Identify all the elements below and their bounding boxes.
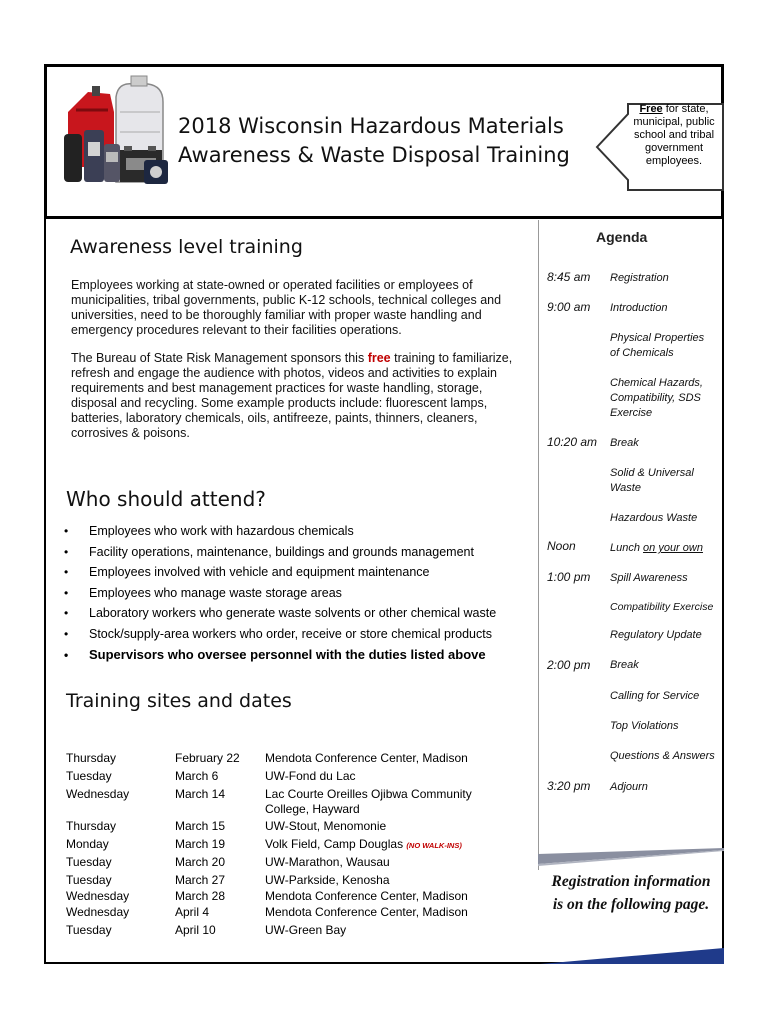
bottom-decorative-bar xyxy=(540,944,724,964)
agenda-item: Adjourn xyxy=(610,781,648,793)
para2-free: free xyxy=(367,351,391,365)
agenda-time: 10:20 am xyxy=(547,435,598,449)
attend-item: • Supervisors who oversee personnel with the duties listed above xyxy=(64,645,534,666)
site-date: March 6 xyxy=(175,769,219,783)
agenda-time: 1:00 pm xyxy=(547,570,591,584)
attend-item: • Laboratory workers who generate waste solvents or other chemical waste xyxy=(64,603,534,624)
agenda-title: Agenda xyxy=(596,229,648,245)
site-day: Wednesday xyxy=(66,787,130,801)
site-date: April 4 xyxy=(175,905,210,919)
agenda-item: Hazardous Waste xyxy=(610,512,698,524)
agenda-item: Registration xyxy=(610,272,669,284)
site-date: March 20 xyxy=(175,855,226,869)
registration-line-1: Registration information xyxy=(551,873,711,890)
awareness-paragraph-1: Employees working at state-owned or operated facilities or employees of municipalities, tribal governments, public K-12 schools, technical colleges and universities, need to be thoroughly familiar with proper waste handling and emergency procedures relevant to their facilities operations. xyxy=(71,278,502,337)
page-title xyxy=(178,112,598,170)
awareness-heading: Awareness level training xyxy=(70,236,303,258)
site-date: March 27 xyxy=(175,873,226,887)
free-rest: for state, municipal, public school and tribal government employees. xyxy=(633,103,715,167)
lunch-label: Lunch xyxy=(610,542,644,554)
agenda-item: Questions & Answers xyxy=(610,750,715,762)
site-day: Tuesday xyxy=(66,855,112,869)
site-place: Mendota Conference Center, Madison xyxy=(265,751,468,765)
agenda-item: Chemical Hazards, Compatibility, SDS Exercise xyxy=(610,377,703,419)
site-day: Wednesday xyxy=(66,905,130,919)
agenda-item: Top Violations xyxy=(610,720,679,732)
site-day: Thursday xyxy=(66,751,117,765)
hazmat-containers-image xyxy=(58,72,173,190)
site-date: February 22 xyxy=(175,751,240,765)
registration-note xyxy=(540,870,722,916)
agenda-time: 2:00 pm xyxy=(547,658,591,672)
site-date: April 10 xyxy=(175,923,216,937)
free-word: Free xyxy=(639,103,663,115)
agenda-item: Introduction xyxy=(610,302,668,314)
site-day: Tuesday xyxy=(66,873,112,887)
site-day: Tuesday xyxy=(66,769,112,783)
attend-heading: Who should attend? xyxy=(66,487,266,511)
agenda-time: Noon xyxy=(547,539,576,553)
agenda-time: 9:00 am xyxy=(547,300,591,314)
site-day: Tuesday xyxy=(66,923,112,937)
site-place: UW-Stout, Menomonie xyxy=(265,819,387,833)
site-day: Monday xyxy=(66,837,109,851)
attend-item: • Employees who work with hazardous chemicals xyxy=(64,521,534,542)
site-date: March 14 xyxy=(175,787,226,801)
attend-item: • Facility operations, maintenance, buildings and grounds management xyxy=(64,542,534,563)
site-day: Wednesday xyxy=(66,889,130,903)
site-place: UW-Parkside, Kenosha xyxy=(265,873,390,887)
site-date: March 28 xyxy=(175,889,226,903)
no-walk-ins-note: (NO WALK-INS) xyxy=(406,841,462,850)
site-place: UW-Marathon, Wausau xyxy=(265,855,390,869)
site-place: Volk Field, Camp Douglas xyxy=(265,837,407,851)
lunch-on-your-own: on your own xyxy=(643,542,703,554)
site-place: Lac Courte Oreilles Ojibwa Community College, Hayward xyxy=(265,787,472,816)
column-divider xyxy=(538,220,539,870)
top-decorative-bar xyxy=(538,848,724,866)
agenda-item: Solid & Universal Waste xyxy=(610,467,694,494)
free-callout-text xyxy=(629,103,719,168)
agenda-item: Calling for Service xyxy=(610,690,700,702)
site-place: UW-Fond du Lac xyxy=(265,769,356,783)
agenda-time: 3:20 pm xyxy=(547,779,591,793)
agenda-item: Physical Properties of Chemicals xyxy=(610,332,705,359)
sites-heading: Training sites and dates xyxy=(66,690,292,712)
agenda-item: Regulatory Update xyxy=(610,629,702,641)
agenda-item: Break xyxy=(610,437,639,449)
attend-item: • Employees involved with vehicle and equipment maintenance xyxy=(64,562,534,583)
title-line-2: Awareness & Waste Disposal Training xyxy=(178,143,570,167)
agenda-item: Break xyxy=(610,659,639,671)
para2-after: training to familiarize, refresh and engage the audience with photos, videos and activities to explain requirements and best management practices for waste handling, storage, disposal and recycling. Some example products include: fluorescent lamps, batteries, laboratory chemicals, oils, antifreeze, paints, thinners, cleaners, corrosives & poisons. xyxy=(71,351,513,440)
registration-line-2: is on the following page. xyxy=(552,896,710,913)
site-place: Mendota Conference Center, Madison xyxy=(265,889,468,903)
agenda-item: Compatibility Exercise xyxy=(610,601,714,613)
awareness-paragraph-2 xyxy=(71,351,519,441)
site-day: Thursday xyxy=(66,819,117,833)
attend-item: • Employees who manage waste storage areas xyxy=(64,583,534,604)
agenda-item: Spill Awareness xyxy=(610,572,688,584)
attend-item: • Stock/supply-area workers who order, receive or store chemical products xyxy=(64,624,534,645)
title-line-1: 2018 Wisconsin Hazardous Materials xyxy=(178,114,564,138)
agenda-time: 8:45 am xyxy=(547,270,591,284)
site-place-with-note xyxy=(265,837,515,853)
para2-before: The Bureau of State Risk Management sponsors this xyxy=(71,351,368,365)
site-place: Mendota Conference Center, Madison xyxy=(265,905,468,919)
site-date: March 19 xyxy=(175,837,226,851)
site-date: March 15 xyxy=(175,819,226,833)
site-place: UW-Green Bay xyxy=(265,923,347,937)
attend-list xyxy=(64,521,534,665)
agenda-item-lunch xyxy=(610,541,725,556)
